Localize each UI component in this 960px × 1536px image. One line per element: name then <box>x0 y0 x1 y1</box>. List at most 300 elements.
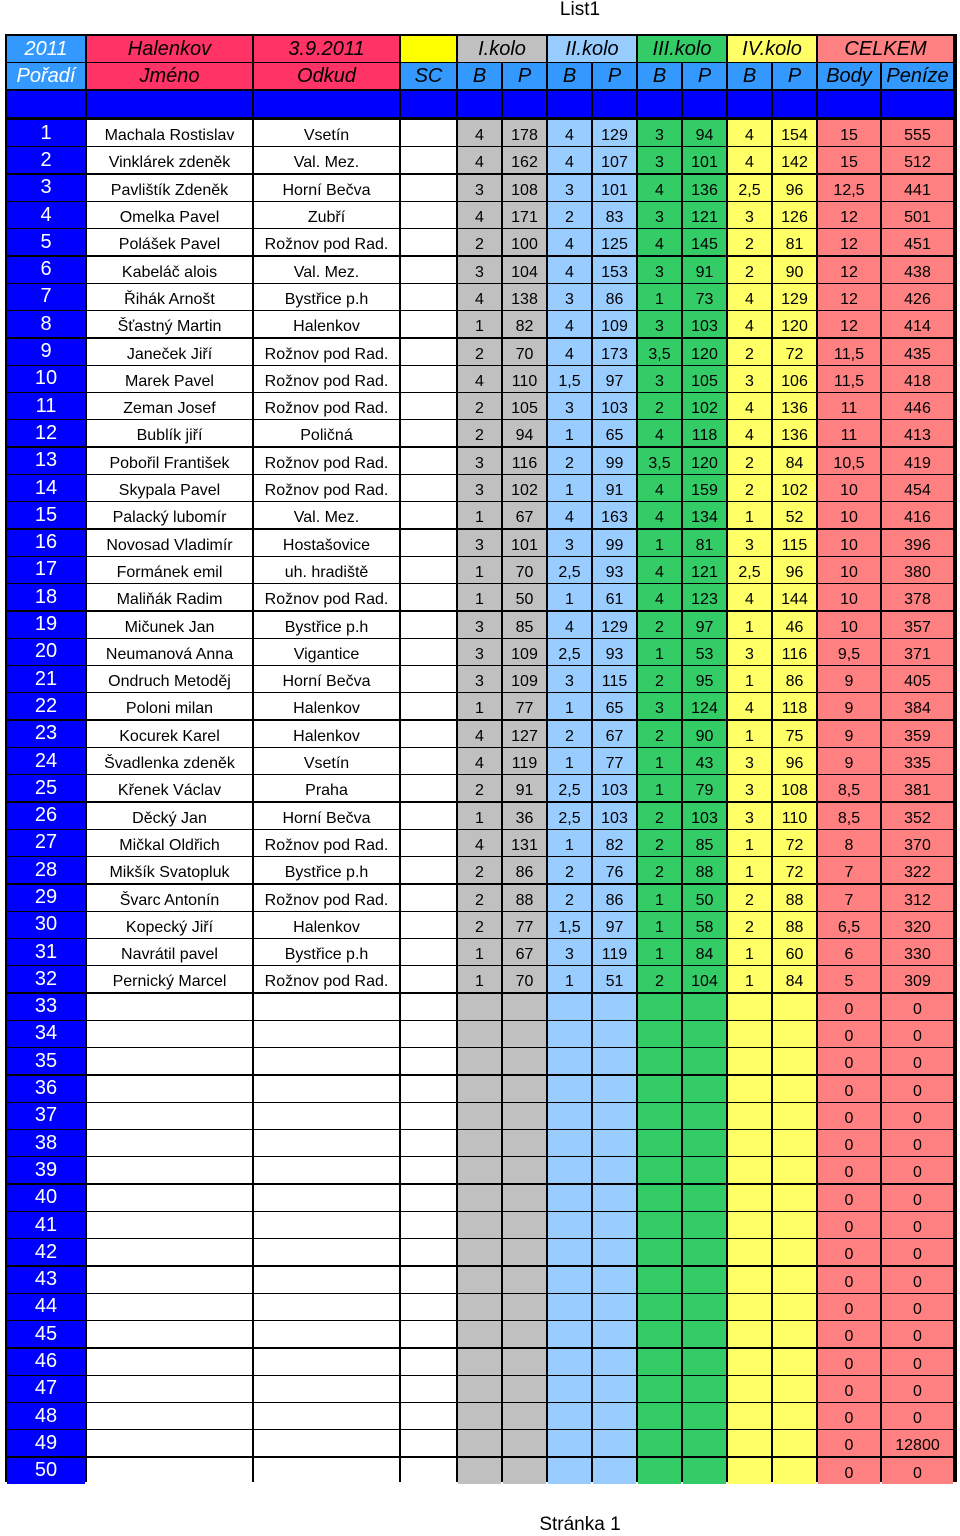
r1-b-cell: 3 <box>458 475 501 501</box>
r4-p-cell <box>773 1048 816 1074</box>
points-cell: 12,5 <box>818 175 880 201</box>
r4-p-cell <box>773 1349 816 1375</box>
r1-b-cell: 1 <box>458 557 501 583</box>
r4-b-cell: 4 <box>728 284 771 310</box>
r1-b-cell: 4 <box>458 202 501 228</box>
r4-p-cell: 46 <box>773 612 816 638</box>
name-cell <box>87 1321 252 1347</box>
r2-p-cell: 65 <box>593 420 636 446</box>
sc-cell <box>401 1185 456 1211</box>
r4-p-cell: 86 <box>773 666 816 692</box>
points-cell: 10 <box>818 612 880 638</box>
r3-p-cell <box>683 1076 726 1102</box>
name-cell: Machala Rostislav <box>87 120 252 146</box>
rank-cell: 14 <box>7 475 85 501</box>
r3-p-cell <box>683 1157 726 1183</box>
from-cell: Horní Bečva <box>254 175 399 201</box>
from-cell: Halenkov <box>254 721 399 747</box>
r2-p-cell: 67 <box>593 721 636 747</box>
r2-b-cell: 4 <box>548 502 591 528</box>
r3-b-cell <box>638 1185 681 1211</box>
r4-p-cell: 81 <box>773 229 816 255</box>
r4-p-cell: 96 <box>773 175 816 201</box>
from-cell: Horní Bečva <box>254 666 399 692</box>
r3-p-cell: 73 <box>683 284 726 310</box>
r2-b-cell: 3 <box>548 175 591 201</box>
r3-b-cell: 3 <box>638 693 681 719</box>
points-cell: 15 <box>818 120 880 146</box>
r4-p-cell: 108 <box>773 775 816 801</box>
r2-p-cell: 77 <box>593 748 636 774</box>
r4-b-cell: 4 <box>728 420 771 446</box>
sc-cell <box>401 420 456 446</box>
r4-p-cell <box>773 1403 816 1429</box>
r2-b-cell: 4 <box>548 229 591 255</box>
r3-b-cell <box>638 1430 681 1456</box>
r3-b-cell: 1 <box>638 885 681 911</box>
from-cell: Zubří <box>254 202 399 228</box>
r2-p-cell: 82 <box>593 830 636 856</box>
rank-cell: 3 <box>7 175 85 201</box>
r1-p-cell: 67 <box>503 939 546 965</box>
r3-p-cell <box>683 1103 726 1129</box>
points-cell: 0 <box>818 1403 880 1429</box>
from-cell: Rožnov pod Rad. <box>254 885 399 911</box>
r2-p-cell: 109 <box>593 311 636 337</box>
blank-header-cell <box>458 91 501 117</box>
r3-b-cell: 1 <box>638 775 681 801</box>
points-cell: 6 <box>818 939 880 965</box>
sc-cell <box>401 175 456 201</box>
money-cell: 359 <box>882 721 953 747</box>
name-cell <box>87 1185 252 1211</box>
money-cell: 384 <box>882 693 953 719</box>
name-cell: Pobořil František <box>87 448 252 474</box>
r1-b-cell: 3 <box>458 530 501 556</box>
points-cell: 0 <box>818 994 880 1020</box>
r3-p-cell: 90 <box>683 721 726 747</box>
r1-p-cell <box>503 1185 546 1211</box>
r1-p-cell <box>503 1212 546 1238</box>
r3-p-cell: 136 <box>683 175 726 201</box>
r1-p-cell: 109 <box>503 639 546 665</box>
r2-p-cell: 76 <box>593 857 636 883</box>
r1-b-cell: 4 <box>458 120 501 146</box>
r2-b-cell <box>548 1376 591 1402</box>
rank-cell: 31 <box>7 939 85 965</box>
name-cell <box>87 1076 252 1102</box>
rank-cell: 13 <box>7 448 85 474</box>
r3-p-cell <box>683 1376 726 1402</box>
r3-p-cell: 84 <box>683 939 726 965</box>
name-cell: Zeman Josef <box>87 393 252 419</box>
blank-header-cell <box>593 91 636 117</box>
r2-p-cell: 99 <box>593 530 636 556</box>
blank-header-cell <box>503 91 546 117</box>
r1-b-cell: 1 <box>458 966 501 992</box>
header-sc-marker <box>401 36 456 62</box>
name-cell: Maliňák Radim <box>87 584 252 610</box>
name-cell: Palacký lubomír <box>87 502 252 528</box>
r4-b-cell: 3 <box>728 366 771 392</box>
r2-b-cell: 2 <box>548 448 591 474</box>
r1-p-cell: 82 <box>503 311 546 337</box>
r1-p-cell: 77 <box>503 693 546 719</box>
r4-p-cell: 136 <box>773 393 816 419</box>
from-cell: Rožnov pod Rad. <box>254 339 399 365</box>
r2-b-cell: 1,5 <box>548 912 591 938</box>
rank-cell: 8 <box>7 311 85 337</box>
blank-header-cell <box>254 91 399 117</box>
money-cell: 0 <box>882 1376 953 1402</box>
r3-b-cell <box>638 1376 681 1402</box>
from-cell: Rožnov pod Rad. <box>254 584 399 610</box>
name-cell <box>87 994 252 1020</box>
r3-b-cell: 1 <box>638 748 681 774</box>
r2-p-cell <box>593 1048 636 1074</box>
r1-p-cell <box>503 1267 546 1293</box>
name-cell <box>87 1349 252 1375</box>
header-year: 2011 <box>7 36 85 62</box>
r4-b-cell: 2 <box>728 229 771 255</box>
r4-b-cell <box>728 1076 771 1102</box>
col-header-r2-b: B <box>548 63 591 89</box>
r4-b-cell: 4 <box>728 393 771 419</box>
r1-p-cell <box>503 1076 546 1102</box>
r4-p-cell: 84 <box>773 448 816 474</box>
r3-b-cell: 4 <box>638 557 681 583</box>
r3-b-cell: 2 <box>638 393 681 419</box>
name-cell <box>87 1021 252 1047</box>
r4-b-cell <box>728 994 771 1020</box>
r3-p-cell: 159 <box>683 475 726 501</box>
name-cell: Neumanová Anna <box>87 639 252 665</box>
sc-cell <box>401 857 456 883</box>
rank-cell: 11 <box>7 393 85 419</box>
points-cell: 15 <box>818 147 880 173</box>
name-cell <box>87 1376 252 1402</box>
r1-p-cell: 88 <box>503 885 546 911</box>
sc-cell <box>401 448 456 474</box>
r2-b-cell: 4 <box>548 147 591 173</box>
r3-p-cell: 121 <box>683 202 726 228</box>
r2-p-cell <box>593 1185 636 1211</box>
r3-p-cell: 103 <box>683 311 726 337</box>
money-cell: 0 <box>882 1103 953 1129</box>
points-cell: 0 <box>818 1458 880 1484</box>
r1-p-cell: 116 <box>503 448 546 474</box>
blank-header-cell <box>728 91 771 117</box>
r2-b-cell: 1,5 <box>548 366 591 392</box>
r3-p-cell: 120 <box>683 448 726 474</box>
r3-b-cell <box>638 1130 681 1156</box>
r1-b-cell: 4 <box>458 830 501 856</box>
from-cell: Halenkov <box>254 693 399 719</box>
r3-b-cell: 1 <box>638 530 681 556</box>
from-cell <box>254 1130 399 1156</box>
r3-p-cell: 43 <box>683 748 726 774</box>
name-cell: Děcký Jan <box>87 803 252 829</box>
money-cell: 352 <box>882 803 953 829</box>
r3-p-cell: 118 <box>683 420 726 446</box>
r4-p-cell: 142 <box>773 147 816 173</box>
money-cell: 0 <box>882 1076 953 1102</box>
r2-p-cell: 129 <box>593 612 636 638</box>
rank-cell: 39 <box>7 1157 85 1183</box>
r2-b-cell <box>548 1076 591 1102</box>
name-cell <box>87 1458 252 1484</box>
r1-b-cell: 1 <box>458 693 501 719</box>
points-cell: 11 <box>818 393 880 419</box>
rank-cell: 25 <box>7 775 85 801</box>
name-cell <box>87 1103 252 1129</box>
sc-cell <box>401 1376 456 1402</box>
r4-p-cell <box>773 1185 816 1211</box>
rank-cell: 40 <box>7 1185 85 1211</box>
rank-cell: 35 <box>7 1048 85 1074</box>
r3-p-cell: 88 <box>683 857 726 883</box>
points-cell: 0 <box>818 1185 880 1211</box>
r1-p-cell: 105 <box>503 393 546 419</box>
sc-cell <box>401 1021 456 1047</box>
r4-p-cell: 60 <box>773 939 816 965</box>
sc-cell <box>401 939 456 965</box>
r3-p-cell: 105 <box>683 366 726 392</box>
name-cell: Poloni milan <box>87 693 252 719</box>
r3-b-cell: 2 <box>638 830 681 856</box>
from-cell: Bystřice p.h <box>254 857 399 883</box>
sc-cell <box>401 502 456 528</box>
r2-p-cell <box>593 994 636 1020</box>
col-header-money: Peníze <box>882 63 953 89</box>
r1-p-cell <box>503 1430 546 1456</box>
r3-p-cell <box>683 1185 726 1211</box>
r4-p-cell: 116 <box>773 639 816 665</box>
points-cell: 12 <box>818 311 880 337</box>
r3-p-cell <box>683 1430 726 1456</box>
r2-b-cell: 2,5 <box>548 803 591 829</box>
r1-b-cell <box>458 1430 501 1456</box>
r2-b-cell <box>548 1021 591 1047</box>
r4-p-cell <box>773 1076 816 1102</box>
r4-b-cell <box>728 1430 771 1456</box>
r2-b-cell: 4 <box>548 339 591 365</box>
r2-b-cell: 3 <box>548 666 591 692</box>
name-cell: Polášek Pavel <box>87 229 252 255</box>
r3-p-cell: 102 <box>683 393 726 419</box>
r4-p-cell: 110 <box>773 803 816 829</box>
points-cell: 0 <box>818 1294 880 1320</box>
money-cell: 416 <box>882 502 953 528</box>
r4-p-cell: 129 <box>773 284 816 310</box>
rank-cell: 24 <box>7 748 85 774</box>
r3-b-cell: 4 <box>638 229 681 255</box>
points-cell: 8,5 <box>818 803 880 829</box>
points-cell: 12 <box>818 229 880 255</box>
name-cell: Mikšík Svatopluk <box>87 857 252 883</box>
points-cell: 0 <box>818 1239 880 1265</box>
r3-p-cell <box>683 1212 726 1238</box>
r1-b-cell <box>458 1321 501 1347</box>
r4-b-cell: 1 <box>728 612 771 638</box>
r3-b-cell <box>638 1403 681 1429</box>
from-cell: Vsetín <box>254 120 399 146</box>
r1-p-cell: 50 <box>503 584 546 610</box>
rank-cell: 27 <box>7 830 85 856</box>
sc-cell <box>401 1212 456 1238</box>
sc-cell <box>401 1321 456 1347</box>
points-cell: 9 <box>818 666 880 692</box>
r4-p-cell <box>773 1267 816 1293</box>
r4-b-cell: 3 <box>728 775 771 801</box>
points-cell: 10 <box>818 584 880 610</box>
r2-p-cell <box>593 1212 636 1238</box>
r2-p-cell: 51 <box>593 966 636 992</box>
table-separator <box>7 118 953 119</box>
r1-p-cell <box>503 1321 546 1347</box>
money-cell: 446 <box>882 393 953 419</box>
points-cell: 10 <box>818 530 880 556</box>
name-cell: Pavlištík Zdeněk <box>87 175 252 201</box>
r1-b-cell <box>458 1212 501 1238</box>
rank-cell: 9 <box>7 339 85 365</box>
sc-cell <box>401 1294 456 1320</box>
r1-p-cell: 94 <box>503 420 546 446</box>
r4-p-cell <box>773 1103 816 1129</box>
r2-p-cell <box>593 1239 636 1265</box>
r3-p-cell: 134 <box>683 502 726 528</box>
r1-p-cell: 77 <box>503 912 546 938</box>
r3-b-cell: 4 <box>638 502 681 528</box>
sc-cell <box>401 202 456 228</box>
r2-b-cell <box>548 1157 591 1183</box>
money-cell: 380 <box>882 557 953 583</box>
r1-p-cell: 171 <box>503 202 546 228</box>
r2-p-cell: 97 <box>593 912 636 938</box>
points-cell: 5 <box>818 966 880 992</box>
r3-p-cell: 101 <box>683 147 726 173</box>
name-cell <box>87 1239 252 1265</box>
money-cell: 414 <box>882 311 953 337</box>
r4-p-cell: 72 <box>773 339 816 365</box>
r2-p-cell: 86 <box>593 284 636 310</box>
sc-cell <box>401 366 456 392</box>
sc-cell <box>401 1130 456 1156</box>
sc-cell <box>401 1048 456 1074</box>
sc-cell <box>401 229 456 255</box>
points-cell: 9,5 <box>818 639 880 665</box>
from-cell: Halenkov <box>254 311 399 337</box>
name-cell: Šťastný Martin <box>87 311 252 337</box>
r2-b-cell: 3 <box>548 284 591 310</box>
r2-b-cell: 1 <box>548 966 591 992</box>
rank-cell: 21 <box>7 666 85 692</box>
r2-b-cell: 4 <box>548 257 591 283</box>
from-cell: Vsetín <box>254 748 399 774</box>
money-cell: 0 <box>882 1239 953 1265</box>
r2-p-cell <box>593 1103 636 1129</box>
points-cell: 0 <box>818 1021 880 1047</box>
r2-b-cell <box>548 1103 591 1129</box>
money-cell: 335 <box>882 748 953 774</box>
rank-cell: 23 <box>7 721 85 747</box>
r2-p-cell <box>593 1130 636 1156</box>
r3-b-cell: 2 <box>638 803 681 829</box>
r4-b-cell <box>728 1403 771 1429</box>
from-cell: Rožnov pod Rad. <box>254 393 399 419</box>
r3-b-cell: 2 <box>638 966 681 992</box>
r2-p-cell <box>593 1376 636 1402</box>
from-cell: Rožnov pod Rad. <box>254 966 399 992</box>
r2-p-cell <box>593 1021 636 1047</box>
money-cell: 371 <box>882 639 953 665</box>
r2-p-cell: 101 <box>593 175 636 201</box>
from-cell <box>254 1185 399 1211</box>
r4-b-cell: 3 <box>728 530 771 556</box>
r4-b-cell: 1 <box>728 502 771 528</box>
r2-b-cell: 1 <box>548 420 591 446</box>
r4-b-cell: 2 <box>728 257 771 283</box>
r2-b-cell: 2,5 <box>548 775 591 801</box>
r3-b-cell: 3 <box>638 147 681 173</box>
name-cell <box>87 1430 252 1456</box>
money-cell: 0 <box>882 1321 953 1347</box>
r3-b-cell: 3,5 <box>638 339 681 365</box>
rank-cell: 38 <box>7 1130 85 1156</box>
sc-cell <box>401 120 456 146</box>
r1-b-cell: 1 <box>458 803 501 829</box>
money-cell: 405 <box>882 666 953 692</box>
sc-cell <box>401 775 456 801</box>
r2-b-cell <box>548 1239 591 1265</box>
r1-b-cell: 3 <box>458 257 501 283</box>
sc-cell <box>401 1103 456 1129</box>
r3-p-cell: 95 <box>683 666 726 692</box>
sc-cell <box>401 966 456 992</box>
r3-p-cell <box>683 1267 726 1293</box>
r3-b-cell: 1 <box>638 912 681 938</box>
header-venue: Halenkov <box>87 36 252 62</box>
r4-b-cell <box>728 1048 771 1074</box>
r2-p-cell: 173 <box>593 339 636 365</box>
r1-p-cell: 127 <box>503 721 546 747</box>
r1-b-cell <box>458 1376 501 1402</box>
name-cell: Kocurek Karel <box>87 721 252 747</box>
r3-p-cell: 123 <box>683 584 726 610</box>
points-cell: 10,5 <box>818 448 880 474</box>
name-cell <box>87 1048 252 1074</box>
r2-b-cell: 1 <box>548 475 591 501</box>
r2-p-cell: 115 <box>593 666 636 692</box>
r1-p-cell: 70 <box>503 339 546 365</box>
r3-p-cell: 145 <box>683 229 726 255</box>
r2-p-cell <box>593 1430 636 1456</box>
r1-b-cell <box>458 1239 501 1265</box>
rank-cell: 34 <box>7 1021 85 1047</box>
r2-b-cell: 1 <box>548 693 591 719</box>
name-cell <box>87 1157 252 1183</box>
r4-b-cell: 4 <box>728 693 771 719</box>
r2-p-cell <box>593 1458 636 1484</box>
blank-header-cell <box>87 91 252 117</box>
r1-b-cell: 3 <box>458 448 501 474</box>
name-cell: Křenek Václav <box>87 775 252 801</box>
r4-b-cell: 4 <box>728 147 771 173</box>
points-cell: 0 <box>818 1321 880 1347</box>
r3-p-cell <box>683 1294 726 1320</box>
r1-b-cell <box>458 1294 501 1320</box>
r3-b-cell <box>638 1294 681 1320</box>
